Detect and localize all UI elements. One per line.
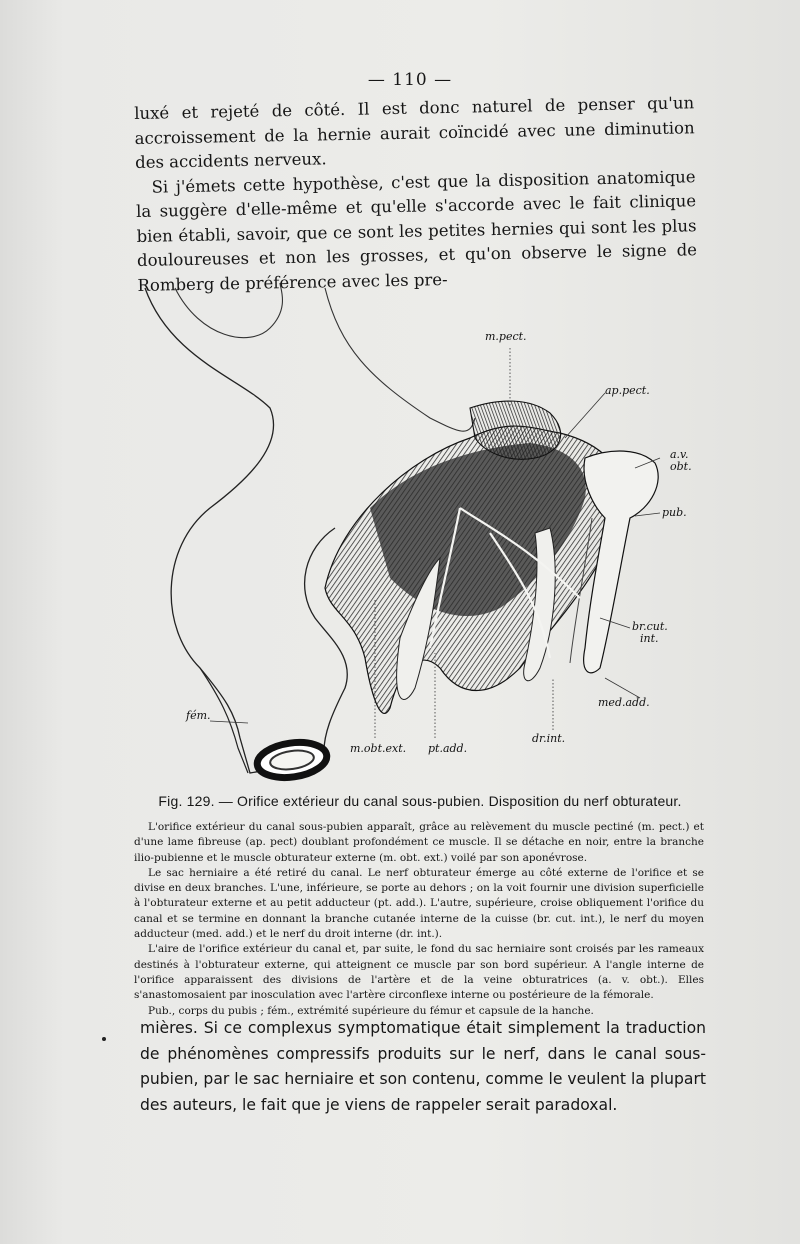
top-text-block (134, 91, 698, 298)
top-paragraph-2: Si j'émets cette hypothèse, c'est que la disposition anatomique la suggère d'elle-même et qu'elle s'accorde avec le fait clinique bien établi, savoir, que ce sont les petites hernies qui sont les plus douloureuses et non les grosses, et qu'on observe le signe de Romberg de préférence avec les pre- (135, 166, 698, 295)
label-pt-add: pt.add. (428, 742, 468, 755)
label-m-obt-ext: m.obt.ext. (350, 742, 407, 755)
label-dr-int: dr.int. (532, 732, 566, 745)
femur-outline (145, 288, 347, 773)
figure-illustration (130, 268, 710, 788)
label-ap-pect: ap.pect. (605, 384, 650, 397)
legend-paragraph-3: L'aire de l'orifice extérieur du canal et, par suite, le fond du sac herniaire sont croisés par les rameaux destinés à l'obturateur externe, qui atteignent ce muscle par son bord supérieur. A l'angle interne de l'orifice apparaissent des divisions de l'artère et de la veine obturatrices (a. v. obt.). Elles s'anastomosaient par inosculation avec l'artère circonflexe interne ou postérieure de la fémorale. (134, 943, 704, 1002)
label-pub: pub. (662, 506, 687, 519)
label-med-add: med.add. (598, 696, 650, 709)
figure-caption: Fig. 129. — Orifice extérieur du canal sous-pubien. Disposition du nerf obturateur. (158, 793, 682, 809)
capsule-line (175, 283, 283, 338)
legend-paragraph-1: L'orifice extérieur du canal sous-pubien apparaît, grâce au relèvement du muscle pectiné (m. pect.) et d'une lame fibreuse (ap. pect) doublant profondément ce muscle. Il se détache en noir, entre la branche ilio-pubienne et le muscle obturateur externe (m. obt. ext.) voilé par son aponévrose. (134, 821, 704, 864)
label-fem: fém. (186, 709, 211, 722)
page-number: — 110 — (367, 70, 453, 90)
label-br-cut: br.cut. (632, 620, 668, 633)
legend-paragraph-2: Le sac herniaire a été retiré du canal. Le nerf obturateur émerge au côté externe de l'orifice et se divise en deux branches. L'une, inférieure, se porte au dehors ; on la voit fournir une division superficielle à l'obturateur externe et au petit adducteur (pt. add.). L'autre, supérieure, croise obliquement l'orifice du canal et se termine en donnant la branche cutanée interne de la cuisse (br. cut. int.), le nerf du moyen adducteur (med. add.) et le nerf du droit interne (dr. int.). (134, 866, 704, 941)
bottom-text-block (140, 1016, 706, 1118)
margin-mark (102, 1037, 106, 1041)
anatomical-figure (130, 268, 710, 788)
top-paragraph-1: luxé et rejeté de côté. Il est donc naturel de penser qu'un accroissement de la hernie aurait coïncidé avec une diminution des accidents nerveux. (134, 93, 695, 172)
bottom-paragraph: mières. Si ce complexus symptomatique était simplement la traduction de phénomènes compressifs produits sur le nerf, dans le canal sous-pubien, par le sac herniaire et son contenu, comme le veulent la plupart des auteurs, le fait que je viens de rappeler serait paradoxal. (140, 1019, 706, 1114)
fascia-line (325, 288, 475, 431)
figure-legend (134, 820, 704, 1019)
legend-paragraph-4: Pub., corps du pubis ; fém., extrémité supérieure du fémur et capsule de la hanche. (148, 1004, 594, 1017)
label-m-pect: m.pect. (485, 330, 527, 343)
label-a-v: a.v. (670, 448, 689, 461)
label-int: int. (640, 632, 659, 645)
label-obt: obt. (670, 460, 692, 473)
